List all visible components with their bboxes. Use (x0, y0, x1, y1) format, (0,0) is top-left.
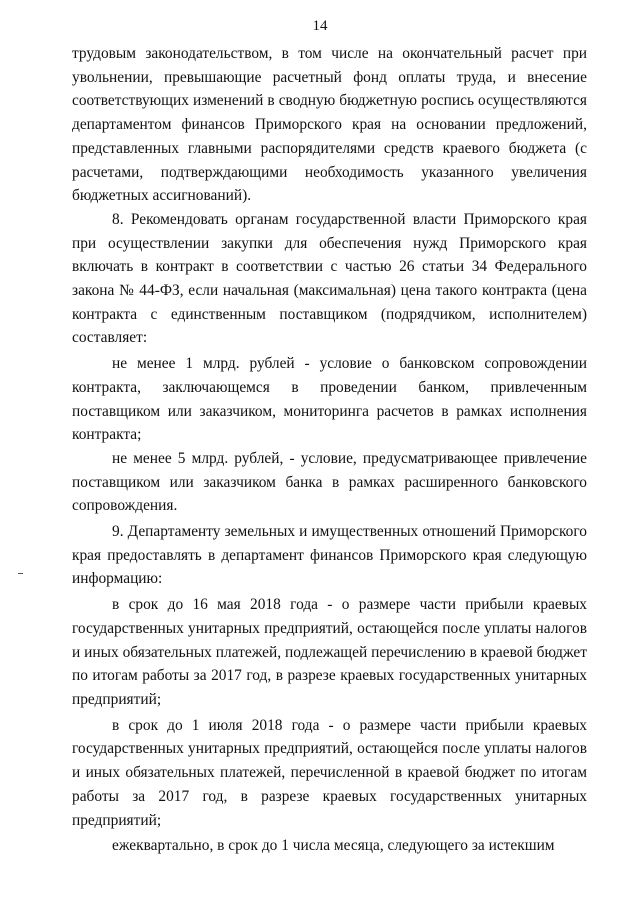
paragraph-deadline-july: в срок до 1 июля 2018 года - о размере части прибыли краевых государственных унитарных предприятий, остающейся после уплаты налогов и иных обязательных платежей, перечисленной в краевой бюджет по итогам работы за 2017 год, в разрезе краевых государственных унитарных предприятий; (72, 716, 587, 829)
paragraph-condition-5-billion: не менее 5 млрд. рублей, - условие, предусматривающее привлечение поставщиком или заказчиком банка в рамках расширенного банковского сопровождения. (72, 449, 587, 515)
margin-mark (18, 573, 23, 574)
paragraph-condition-1-billion: не менее 1 млрд. рублей - условие о банковском сопровождении контракта, заключающемся в проведении банком, привлеченным поставщиком или заказчиком, мониторинга расчетов в рамках исполнения контракта; (72, 355, 587, 444)
paragraph-item-8: 8. Рекомендовать органам государственной власти Приморского края при осуществлении закупки для обеспечения нужд Приморского края включать в контракт в соответствии с частью 26 статьи 34 Федерального закона № 44-ФЗ, если начальная (максимальная) цена такого контракта (цена контракта с единственным поставщиком (подрядчиком, исполнителем) составляет: (72, 210, 587, 347)
paragraph-continuation: трудовым законодательством, в том числе на окончательный расчет при увольнении, превышающие расчетный фонд оплаты труда, и внесение соответствующих изменений в сводную бюджетную роспись осуществляются департаментом финансов Приморского края на основании предложений, представленных главными распорядителями средств краевого бюджета (с расчетами, подтверждающими необходимость указанного увеличения бюджетных ассигнований). (72, 45, 587, 205)
document-body (72, 42, 587, 858)
paragraph-quarterly: ежеквартально, в срок до 1 числа месяца, следующего за истекшим (112, 837, 555, 855)
paragraph-item-9: 9. Департаменту земельных и имущественных отношений Приморского края предоставлять в департамент финансов Приморского края следующую информацию: (72, 523, 587, 588)
page-number: 14 (312, 18, 328, 34)
paragraph-deadline-may: в срок до 16 мая 2018 года - о размере части прибыли краевых государственных унитарных предприятий, остающейся после уплаты налогов и иных обязательных платежей, подлежащей перечислению в краевой бюджет по итогам работы за 2017 год, в разрезе краевых государственных унитарных предприятий; (72, 596, 587, 708)
